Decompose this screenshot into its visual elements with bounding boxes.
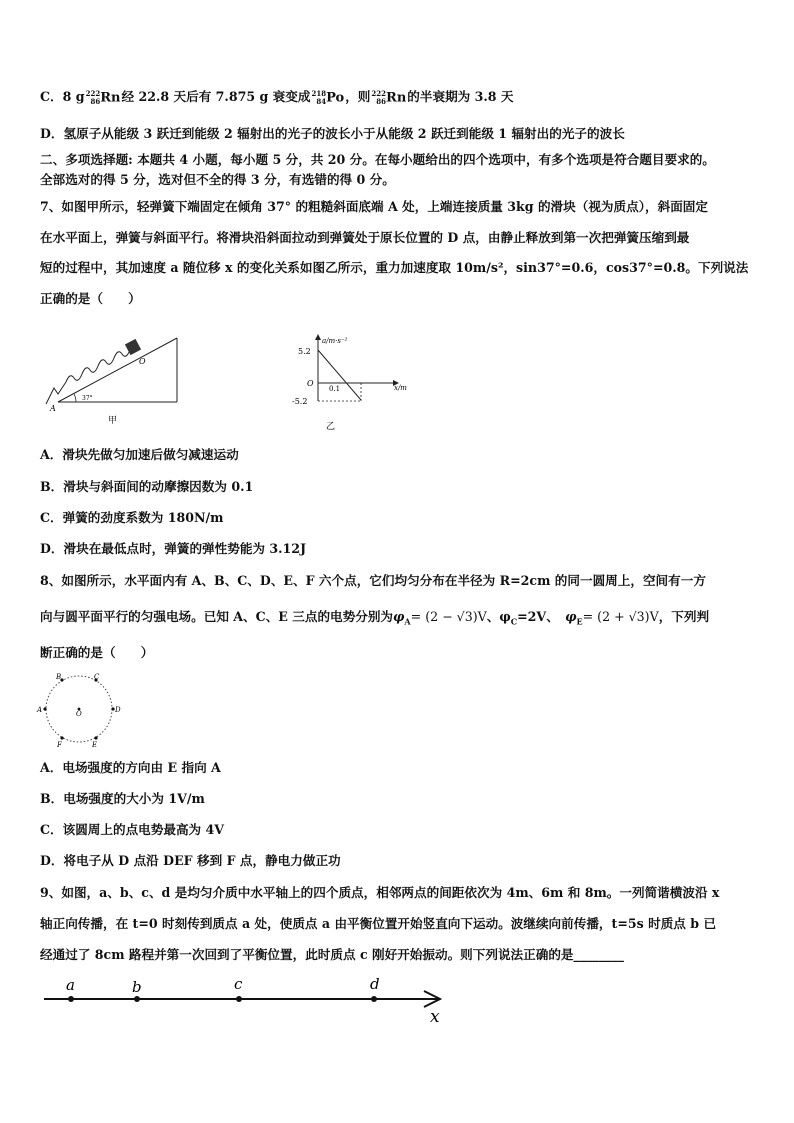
q7-option-b: B．滑块与斜面间的动摩擦因数为 0.1 [40, 479, 254, 494]
q8-option-b: B．电场强度的大小为 1V/m [40, 791, 205, 806]
label-a: A [50, 404, 56, 413]
section2-line2: 全部选对的得 5 分，选对但不全的得 3 分，有选错的得 0 分。 [40, 172, 395, 187]
y-tick-top: 5.2 [298, 347, 311, 356]
point-a-label: A [37, 706, 43, 714]
q9-line2: 轴正向传播，在 t=0 时刻传到质点 a 处，使质点 a 由平衡位置开始竖直向下运动。波继续向前传播，t=5s 时质点 b 已 [40, 916, 717, 931]
isotope-po: 218 84Po [311, 88, 345, 106]
q7-option-d: D．滑块在最低点时，弹簧的弹性势能为 3.12J [40, 541, 307, 556]
q7-figure-graph [287, 333, 415, 433]
q9-line1: 9、如图，a、b、c、d 是均匀介质中水平轴上的四个质点，相邻两点的间距依次为 4m、6m 和 8m。一列简谐横波沿 x [40, 885, 720, 900]
point-b-label: B [56, 673, 62, 681]
y-tick-bottom: -5.2 [292, 397, 308, 406]
axis-x-label: x [430, 1007, 440, 1026]
point-d: d [370, 975, 380, 993]
y-axis-label: a/m·s⁻² [322, 337, 348, 345]
point-d-label: D [115, 706, 121, 714]
label-o: O [139, 357, 146, 366]
section2-line1: 二、多项选择题: 本题共 4 小题，每小题 5 分，共 20 分。在每小题给出的四个选项中，有多个选项是符合题目要求的。 [40, 152, 715, 167]
center-o-label: O [76, 710, 82, 718]
q8-line2: 向与圆平面平行的匀强电场。已知 A、C、E 三点的电势分别为$\varphi_A= (2 - √3)V$、$\varphi_C=2V$、 $\varphi_E= (2 + √3)V$，下列判 [40, 609, 710, 627]
option-c-prev: C．8 g222 86Rn经 22.8 天后有 7.875 g 衰变成218 84Po，则222 86Rn的半衰期为 3.8 天 [40, 88, 514, 106]
q8-option-a: A．电场强度的方向由 E 指向 A [40, 760, 221, 775]
q7-line4: 正确的是（ ） [40, 291, 141, 306]
q9-line3: 经通过了 8cm 路程并第一次回到了平衡位置，此时质点 c 刚好开始振动。则下列说法正确的是________ [40, 947, 624, 962]
q8-figure-circle [36, 670, 122, 750]
label-angle: 37° [82, 395, 93, 402]
option-d-prev: D．氢原子从能级 3 跃迁到能级 2 辐射出的光子的波长小于从能级 2 跃迁到能级 1 辐射出的光子的波长 [40, 126, 625, 141]
q7-line2: 在水平面上，弹簧与斜面平行。将滑块沿斜面拉动到弹簧处于原长位置的 D 点，由静止释放到第一次把弹簧压缩到最 [40, 230, 690, 245]
point-e-label: E [92, 741, 98, 749]
point-a: a [66, 976, 75, 994]
point-b: b [132, 978, 142, 996]
x-axis-label: x/m [394, 384, 407, 392]
origin-label: O [307, 379, 314, 388]
caption-jia: 甲 [108, 416, 118, 426]
isotope-rn: 222 86Rn [85, 88, 121, 106]
point-c: c [234, 975, 243, 993]
q7-option-a: A．滑块先做匀加速后做匀减速运动 [40, 447, 239, 462]
x-tick: 0.1 [329, 385, 341, 393]
q8-line1: 8、如图所示，水平面内有 A、B、C、D、E、F 六个点，它们均匀分布在半径为 R=2cm 的同一圆周上，空间有一方 [40, 573, 706, 588]
q8-option-d: D．将电子从 D 点沿 DEF 移到 F 点，静电力做正功 [40, 853, 341, 868]
q7-line1: 7、如图甲所示，轻弹簧下端固定在倾角 37° 的粗糙斜面底端 A 处，上端连接质量 3kg 的滑块（视为质点），斜面固定 [40, 199, 708, 214]
point-f-label: F [57, 741, 62, 749]
point-c-label: C [94, 673, 100, 681]
q7-line3: 短的过程中，其加速度 a 随位移 x 的变化关系如图乙所示，重力加速度取 10m/s²，sin37°=0.6，cos37°=0.8。下列说法 [40, 260, 749, 275]
q7-figure-incline [44, 334, 194, 426]
q7-option-c: C．弹簧的劲度系数为 180N/m [40, 510, 224, 525]
q8-line3: 断正确的是（ ） [40, 645, 154, 660]
q8-option-c: C．该圆周上的点电势最高为 4V [40, 822, 225, 837]
isotope-rn-2: 222 86Rn [371, 88, 407, 106]
q9-figure-axis [40, 972, 460, 1026]
caption-yi: 乙 [326, 422, 336, 432]
